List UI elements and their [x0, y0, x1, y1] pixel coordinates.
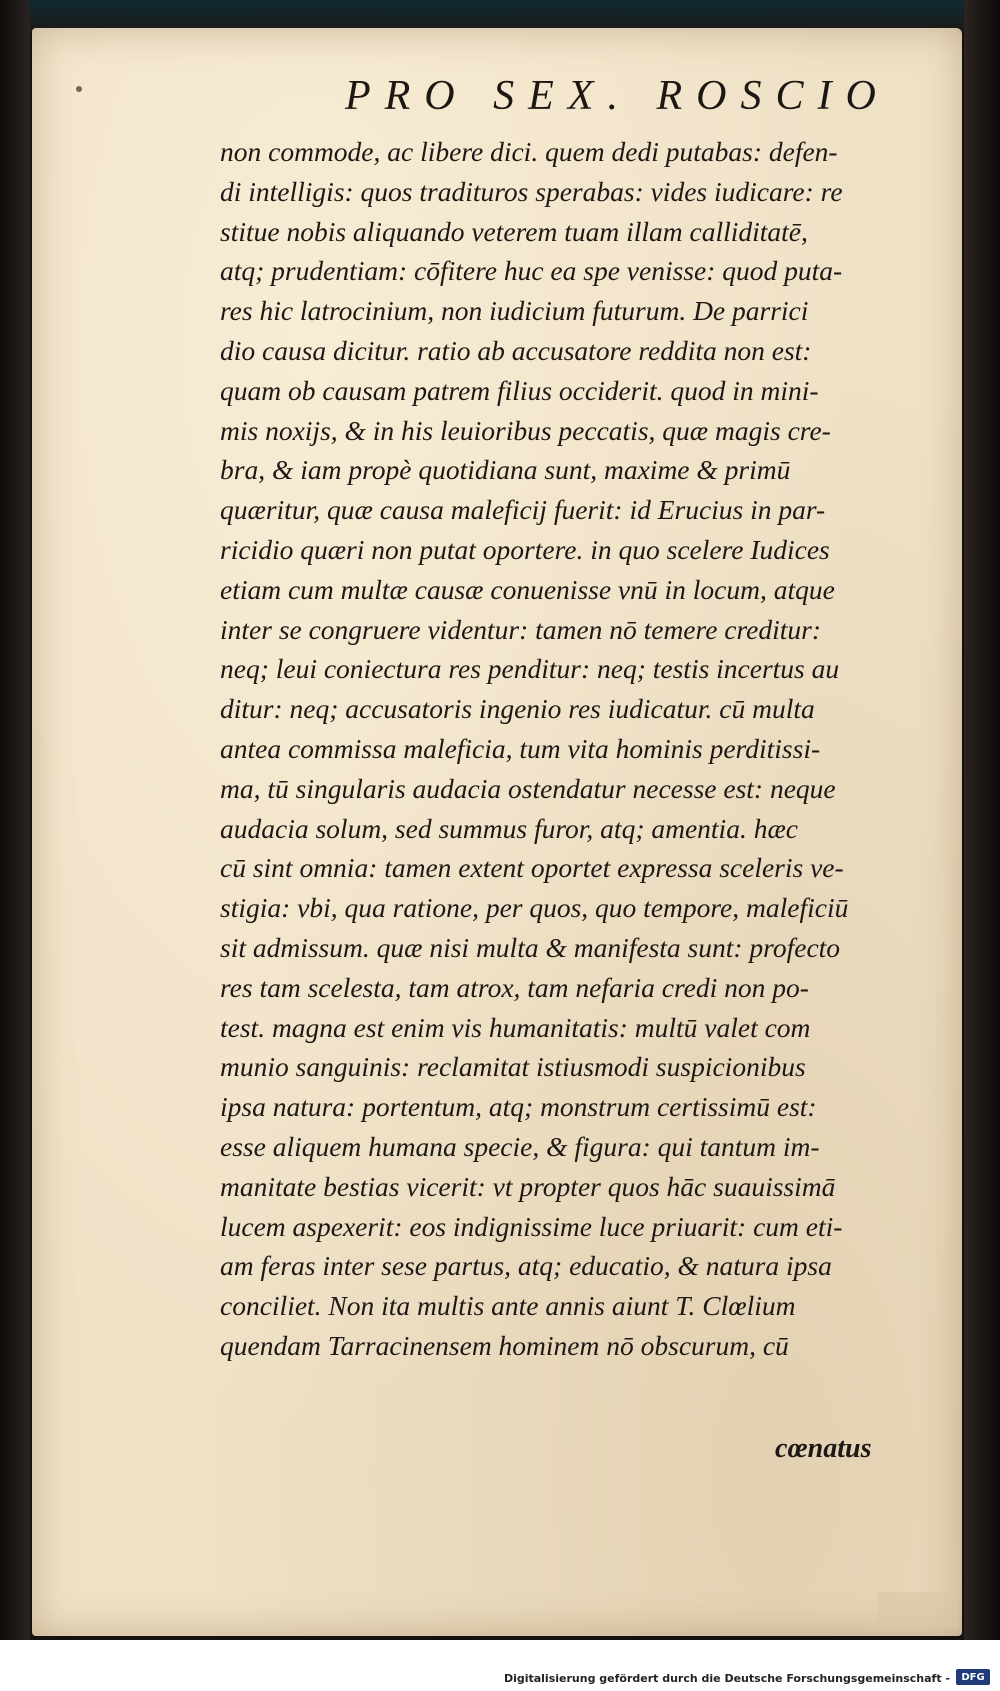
text-line: bra, & iam propè quotidiana sunt, maxime & primū	[220, 454, 791, 486]
text-line: ipsa natura: portentum, atq; monstrum certissimū est:	[220, 1091, 817, 1123]
catchword: cœnatus	[775, 1433, 872, 1464]
text-line: esse aliquem humana specie, & figura: qui tantum im-	[220, 1130, 820, 1162]
text-line: mis noxijs, & in his leuioribus peccatis, quæ magis cre-	[220, 414, 831, 446]
text-line: antea commissa maleficia, tum vita hominis perditissi-	[220, 732, 821, 764]
scan-right-edge	[964, 0, 1000, 1640]
text-line: stitue nobis aliquando veterem tuam illam calliditatē,	[220, 215, 808, 247]
text-line: munio sanguinis: reclamitat istiusmodi suspicionibus	[220, 1051, 806, 1083]
dfg-logo-icon: DFG	[956, 1669, 990, 1685]
text-line: lucem aspexerit: eos indignissime luce priuarit: cum eti-	[220, 1210, 843, 1242]
text-line: audacia solum, sed summus furor, atq; amentia. hæc	[220, 812, 798, 844]
text-line: quæritur, quæ causa maleficij fuerit: id Erucius in par-	[220, 494, 826, 526]
text-line: manitate bestias vicerit: vt propter quos hāc suauissimā	[220, 1170, 836, 1202]
text-line: quendam Tarracinensem hominem nō obscurum, cū	[220, 1329, 789, 1361]
digitization-credit: Digitalisierung gefördert durch die Deutsche Forschungsgemeinschaft -	[503, 1672, 950, 1685]
page-corner-edge	[878, 1592, 958, 1628]
body-text	[220, 132, 950, 1366]
text-line: res tam scelesta, tam atrox, tam nefaria credi non po-	[220, 971, 809, 1003]
text-line: stigia: vbi, qua ratione, per quos, quo tempore, maleficiū	[220, 892, 849, 924]
text-line: quam ob causam patrem filius occiderit. quod in mini-	[220, 374, 819, 406]
text-line: non commode, ac libere dici. quem dedi putabas: defen-	[220, 136, 838, 167]
text-line: ricidio quæri non putat oportere. in quo scelere Iudices	[220, 533, 830, 565]
text-line: conciliet. Non ita multis ante annis aiunt T. Clœlium	[220, 1290, 796, 1322]
text-line: am feras inter sese partus, atq; educatio, & natura ipsa	[220, 1250, 832, 1282]
text-line: sit admissum. quæ nisi multa & manifesta sunt: profecto	[220, 931, 841, 963]
text-line: dio causa dicitur. ratio ab accusatore reddita non est:	[220, 334, 812, 366]
text-line: atq; prudentiam: cōfitere huc ea spe venisse: quod puta-	[220, 255, 843, 287]
text-line: res hic latrocinium, non iudicium futurum. De parrici	[220, 295, 809, 327]
running-head: PRO SEX. ROSCIO	[345, 73, 890, 119]
text-line: inter se congruere videntur: tamen nō temere creditur:	[220, 613, 822, 645]
text-line: test. magna est enim vis humanitatis: multū valet com	[220, 1011, 811, 1043]
text-line: etiam cum multæ causæ conuenisse vnū in locum, atque	[220, 573, 835, 605]
text-line: di intelligis: quos tradituros sperabas: vides iudicare: re	[220, 175, 843, 207]
text-line: ma, tū singularis audacia ostendatur necesse est: neque	[220, 772, 836, 804]
text-line: neq; leui coniectura res penditur: neq; testis incertus au	[220, 653, 840, 685]
text-line: ditur: neq; accusatoris ingenio res iudicatur. cū multa	[220, 693, 815, 725]
ink-speck	[76, 86, 82, 92]
text-line: cū sint omnia: tamen extent oportet expressa sceleris ve-	[220, 852, 844, 884]
scan-left-edge	[0, 0, 30, 1640]
